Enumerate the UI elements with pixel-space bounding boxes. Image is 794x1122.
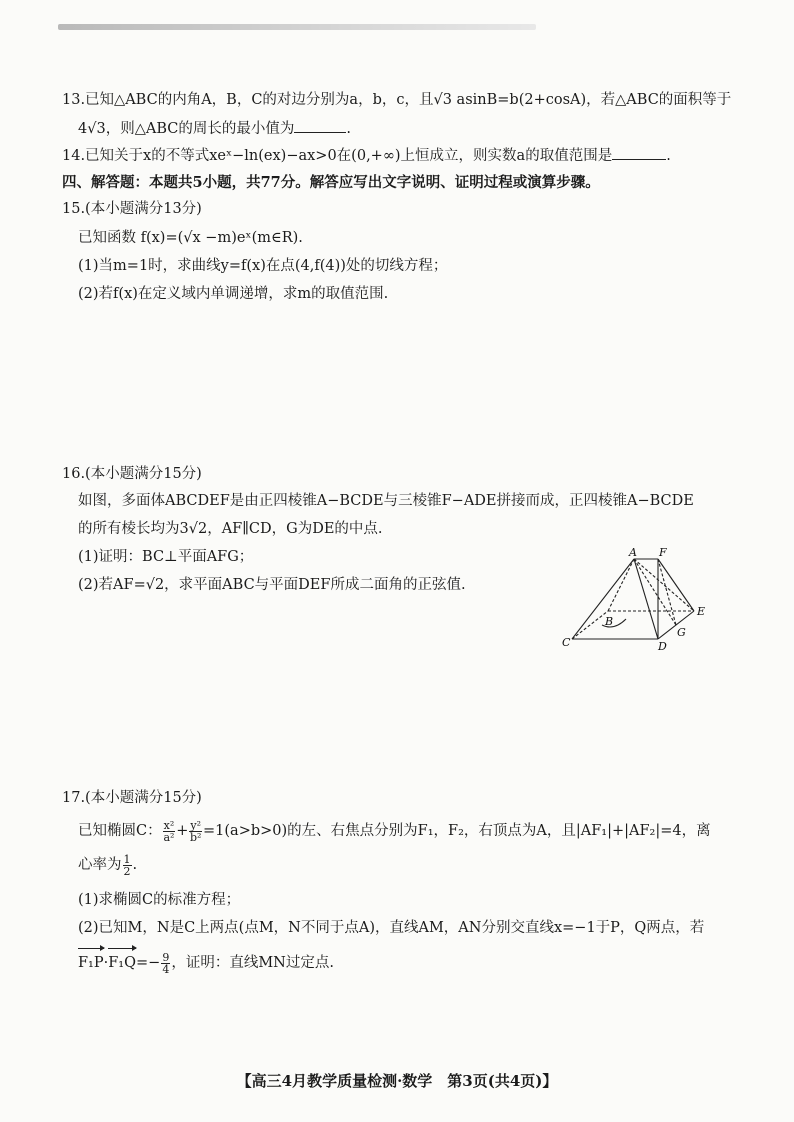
- frac-y-den: b²: [189, 830, 202, 844]
- q16-header: 16.(本小题满分15分): [62, 466, 202, 482]
- label-C: C: [562, 636, 571, 649]
- vector-F1Q: F₁Q: [108, 950, 136, 976]
- q17-part2-line2: [78, 950, 334, 976]
- q13-line1: 13.已知△ABC的内角A，B，C的对边分别为a，b，c，且√3 asinB=b(2+cosA)，若△ABC的面积等于: [62, 92, 732, 108]
- q15-part2: (2)若f(x)在定义域内单调递增，求m的取值范围.: [78, 286, 389, 302]
- eccentricity-frac: [123, 854, 132, 877]
- label-D: D: [658, 640, 667, 653]
- q13-line2: [78, 118, 351, 139]
- q16-part1: (1)证明：BC⊥平面AFG；: [78, 549, 254, 565]
- scan-top-bar: [58, 24, 536, 30]
- dot-product: ·: [103, 955, 109, 971]
- page-footer: 【高三4月教学质量检测·数学 第3页(共4页)】: [236, 1072, 558, 1090]
- q16-stem1: 如图，多面体ABCDEF是由正四棱锥A−BCDE与三棱锥F−ADE拼接而成，正四棱锥A−BCDE: [78, 493, 694, 509]
- edge-FE: [658, 559, 694, 611]
- q14-end: .: [666, 148, 671, 164]
- q13-line2-end: .: [346, 121, 351, 137]
- edge-AD: [634, 559, 658, 639]
- ellipse-frac-x: [163, 820, 176, 843]
- q14-answer-blank: [612, 145, 666, 160]
- frac-y-num: y²: [190, 818, 202, 832]
- q17-stem1: [78, 818, 711, 844]
- q16-part2: (2)若AF=√2，求平面ABC与平面DEF所成二面角的正弦值.: [78, 577, 466, 593]
- q17-stem2-post: .: [132, 857, 138, 873]
- ellipse-frac-y: [189, 820, 202, 843]
- label-F: F: [659, 546, 667, 559]
- ecc-den: 2: [123, 864, 131, 878]
- q17-stem1-pre: 已知椭圆C：: [78, 823, 162, 839]
- q16-stem2: 的所有棱长均为3√2，AF∥CD，G为DE的中点.: [78, 521, 383, 537]
- value-den: 4: [162, 962, 170, 976]
- q17-plus: +: [176, 823, 189, 839]
- ecc-num: 1: [123, 852, 131, 866]
- label-E: E: [697, 605, 706, 618]
- segment-FG: [658, 559, 676, 625]
- edge-DE: [658, 611, 694, 639]
- q17-part1: (1)求椭圆C的标准方程；: [78, 892, 241, 908]
- q17-part2-line1: (2)已知M，N是C上两点(点M，N不同于点A)，直线AM，AN分别交直线x=−1于P，Q两点，若: [78, 920, 705, 936]
- q13-line2-text: 4√3，则△ABC的周长的最小值为: [78, 121, 295, 137]
- frac-x-num: x²: [163, 818, 175, 832]
- vector-F1P: F₁P: [78, 950, 104, 976]
- value-num: 9: [162, 950, 170, 964]
- polyhedron-figure: [558, 545, 718, 655]
- q17-stem2-pre: 心率为: [78, 857, 122, 873]
- edge-AC: [572, 559, 634, 639]
- section4-title: 四、解答题：本题共5小题，共77分。解答应写出文字说明、证明过程或演算步骤。: [62, 174, 600, 191]
- q17-header: 17.(本小题满分15分): [62, 790, 202, 806]
- value-frac: [161, 952, 170, 975]
- q17-eq: =−: [136, 955, 161, 971]
- q14-text: 14.已知关于x的不等式xeˣ−ln(ex)−ax>0在(0,+∞)上恒成立，则实数a的取值范围是: [62, 148, 613, 164]
- label-G: G: [677, 626, 686, 639]
- q13-answer-blank: [294, 118, 346, 133]
- q15-part1: (1)当m=1时，求曲线y=f(x)在点(4,f(4))处的切线方程；: [78, 258, 448, 274]
- q17-stem2: [78, 852, 137, 878]
- q17-part2-post: ，证明：直线MN过定点.: [171, 955, 334, 971]
- frac-x-den: a²: [163, 830, 175, 844]
- q15-header: 15.(本小题满分13分): [62, 201, 202, 217]
- label-B: B: [605, 615, 614, 628]
- edge-AB: [608, 559, 634, 611]
- q17-stem1-post: =1(a>b>0)的左、右焦点分别为F₁，F₂，右顶点为A，且|AF₁|+|AF₂|=4，离: [203, 823, 711, 839]
- q14-line: [62, 145, 671, 166]
- label-A: A: [629, 546, 637, 559]
- segment-AG: [634, 559, 676, 625]
- q15-stem: 已知函数 f(x)=(√x −m)eˣ(m∈R).: [78, 230, 303, 246]
